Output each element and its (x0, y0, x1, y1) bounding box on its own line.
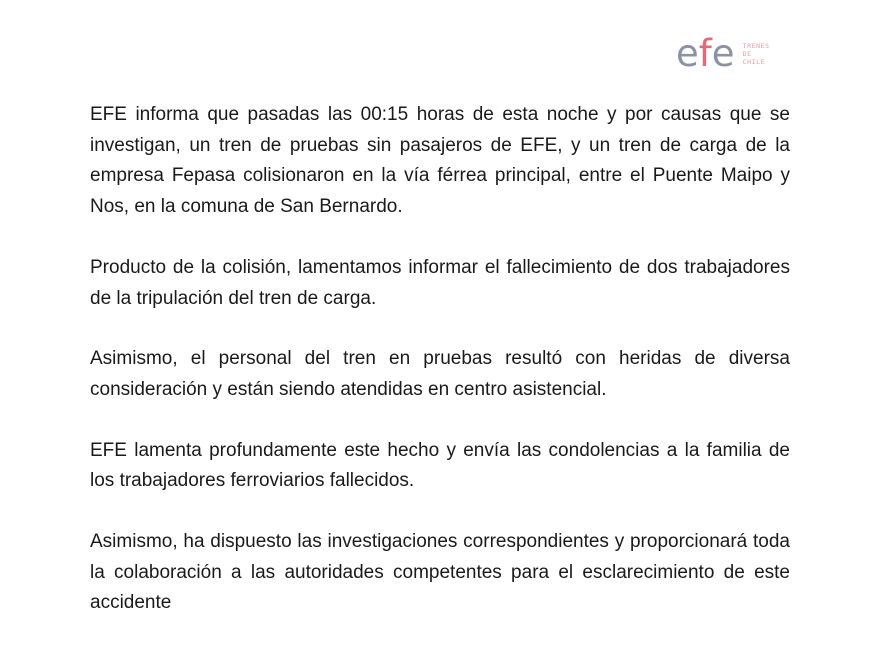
logo-tagline-line-3: CHILE (742, 58, 766, 66)
logo-tagline (743, 42, 770, 66)
logo-tagline-line-2: DE (742, 50, 752, 58)
logo-tagline-line-1: TRENES (742, 42, 770, 50)
efe-logo (676, 32, 770, 78)
logo-letter-f: f (698, 32, 711, 75)
paragraph-injuries: Asimismo, el personal del tren en pruebas resultó con heridas de diversa consideración y están siendo atendidas en centro asistencial. (90, 348, 790, 400)
efe-logo-mark (676, 32, 734, 78)
paragraph-investigation: Asimismo, ha dispuesto las investigaciones correspondientes y proporcionará toda la colaboración a las autoridades competentes para el esclarecimiento de este accidente (90, 531, 790, 614)
paragraph-condolences: EFE lamenta profundamente este hecho y envía las condolencias a la familia de los trabajadores ferroviarios fallecidos. (90, 439, 790, 492)
paragraph-incident: EFE informa que pasadas las 00:15 horas de esta noche y por causas que se investigan, un tren de pruebas sin pasajeros de EFE, y un tren de carga de la empresa Fepasa colisionaron en la vía férrea principal, entre el Puente Maipo y Nos, en la comuna de San Bernardo. (90, 104, 790, 218)
statement-body (90, 100, 790, 649)
logo-letter-e1: e (676, 32, 698, 75)
logo-letter-e2: e (711, 32, 734, 75)
paragraph-fatalities: Producto de la colisión, lamentamos informar el fallecimiento de dos trabajadores de la tripulación del tren de carga. (90, 256, 790, 309)
